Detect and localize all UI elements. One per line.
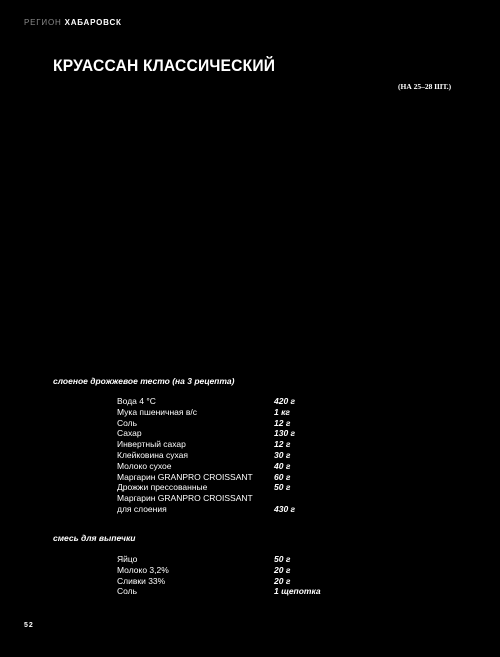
ingredient-row [117, 576, 347, 587]
ingredient-qty: 20 г [274, 564, 291, 575]
ingredient-qty: 30 г [274, 449, 291, 460]
ingredient-row [117, 482, 347, 493]
ingredient-qty: 420 г [274, 396, 296, 406]
ingredient-row [117, 428, 347, 439]
ingredient-qty: 1 щепотка [274, 586, 321, 597]
recipe-title: КРУАССАН КЛАССИЧЕСКИЙ [53, 56, 276, 75]
ingredient-row [117, 493, 347, 504]
region-label: РЕГИОН [24, 18, 62, 27]
ingredient-name: Яйцо [117, 554, 138, 564]
ingredient-qty: 130 г [274, 428, 296, 439]
ingredient-name: Соль [117, 417, 138, 428]
ingredient-row [117, 418, 347, 429]
ingredient-name: Вода 4 °С [117, 396, 156, 406]
ingredient-row [117, 450, 347, 461]
ingredient-row [117, 586, 347, 597]
region-header [24, 18, 122, 27]
region-name: ХАБАРОВСК [64, 18, 122, 27]
ingredient-row [117, 472, 347, 483]
ingredient-name: Мука пшеничная в/с [117, 406, 197, 417]
ingredient-name: Инвертный сахар [117, 439, 186, 450]
ingredient-list-dough [117, 396, 347, 515]
ingredient-qty: 12 г [274, 417, 291, 428]
ingredient-qty: 50 г [274, 482, 291, 493]
ingredient-name: Маргарин GRANPRO CROISSANT [117, 471, 253, 482]
ingredient-name: Сахар [117, 428, 142, 439]
ingredient-list-egg-wash [117, 554, 347, 597]
recipe-yield: (НА 25–28 ШТ.) [398, 82, 452, 91]
ingredient-row [117, 407, 347, 418]
ingredient-row [117, 554, 347, 565]
section-title-dough: слоеное дрожжевое тесто (на 3 рецепта) [53, 376, 235, 386]
ingredient-qty: 12 г [274, 439, 291, 450]
ingredient-name: Маргарин GRANPRO CROISSANT [117, 493, 253, 504]
ingredient-row [117, 461, 347, 472]
ingredient-name: для слоения [117, 503, 167, 514]
ingredient-name: Молоко сухое [117, 460, 172, 471]
ingredient-name: Клейковина сухая [117, 449, 188, 460]
ingredient-name: Сливки 33% [117, 575, 166, 586]
ingredient-qty: 60 г [274, 471, 291, 482]
ingredient-qty: 40 г [274, 460, 291, 471]
ingredient-row [117, 439, 347, 450]
ingredient-row [117, 565, 347, 576]
ingredient-qty: 50 г [274, 554, 291, 564]
ingredient-name: Молоко 3,2% [117, 564, 169, 575]
ingredient-row [117, 504, 347, 515]
section-title-egg-wash: смесь для выпечки [53, 533, 136, 543]
ingredient-row [117, 396, 347, 407]
ingredient-qty: 20 г [274, 575, 291, 586]
ingredient-qty: 430 г [274, 503, 296, 514]
ingredient-qty: 1 кг [274, 406, 290, 417]
ingredient-name: Дрожжи прессованные [117, 482, 208, 493]
page-number: 52 [24, 622, 34, 629]
ingredient-name: Соль [117, 586, 138, 597]
